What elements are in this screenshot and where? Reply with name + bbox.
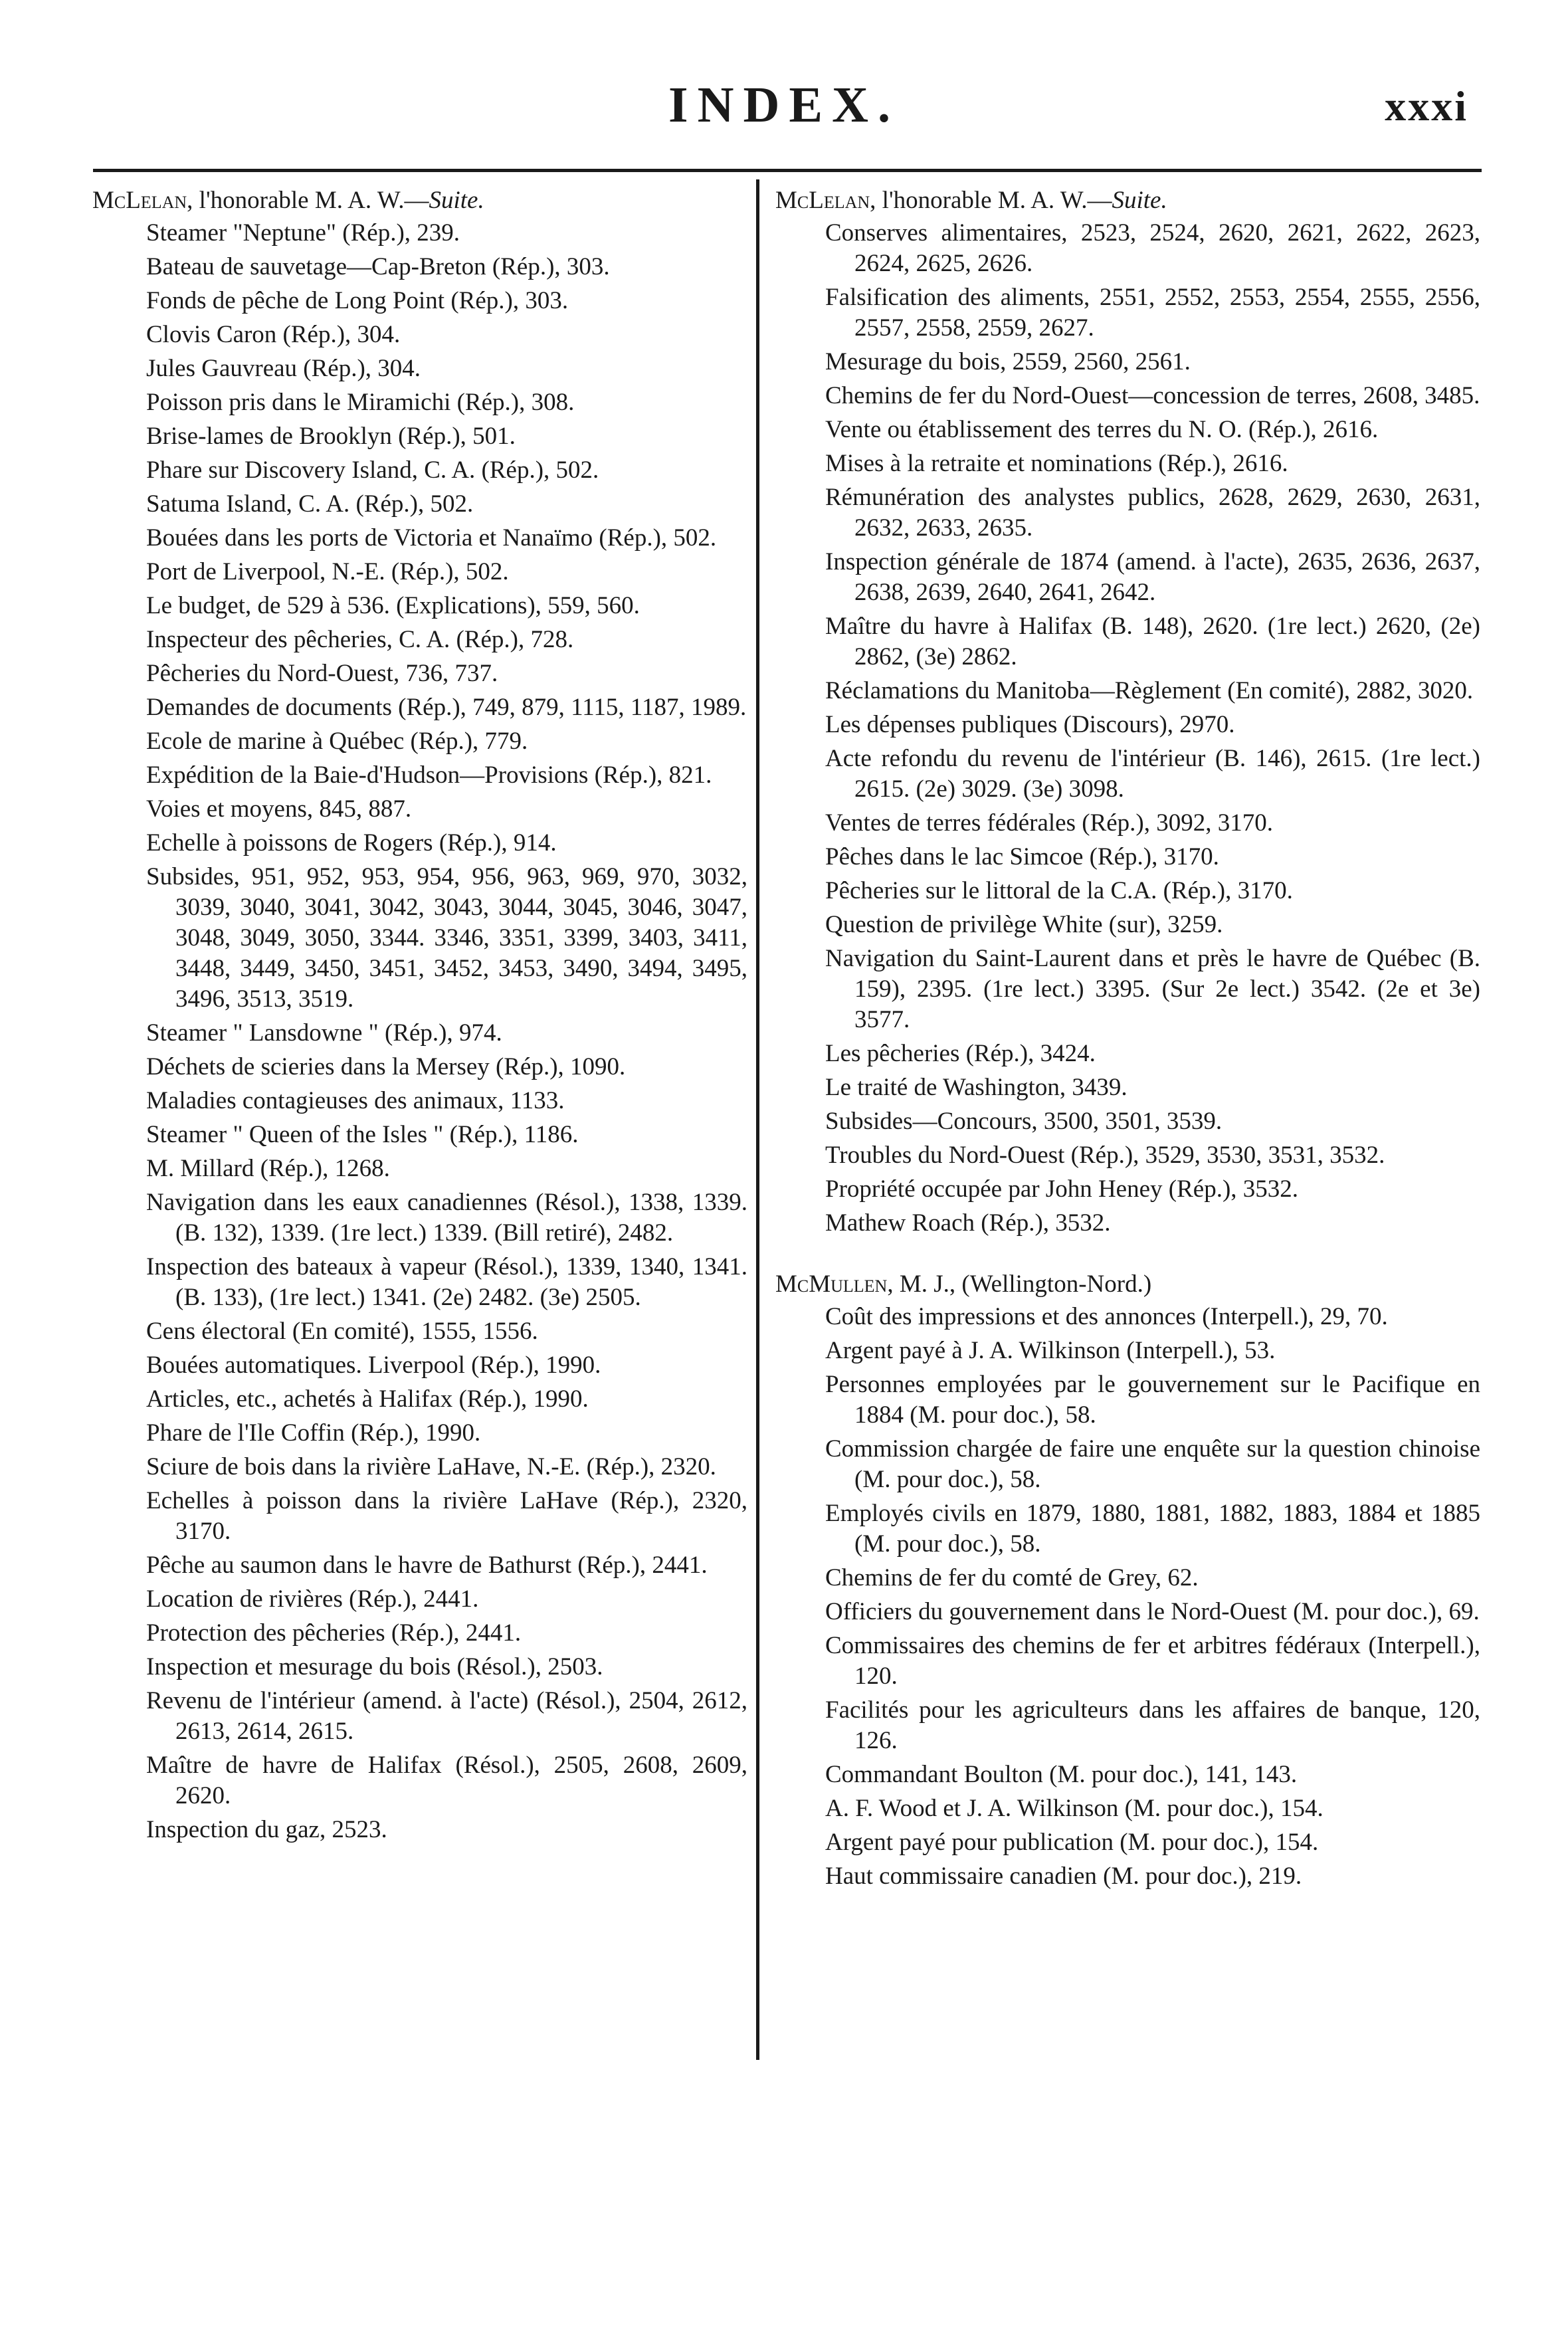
index-entry: Inspecteur des pêcheries, C. A. (Rép.), 728.: [146, 626, 574, 653]
index-entry: Haut commissaire canadien (M. pour doc.), 219.: [825, 1863, 1302, 1890]
heading-rest: l'honorable M. A. W.—: [193, 187, 429, 214]
right-entry-list: [776, 218, 1480, 1239]
index-entry: Satuma Island, C. A. (Rép.), 502.: [146, 490, 474, 518]
index-entry: Articles, etc., achetés à Halifax (Rép.), 1990.: [146, 1385, 589, 1413]
index-entry: Phare sur Discovery Island, C. A. (Rép.), 502.: [146, 456, 599, 484]
index-entry: Les dépenses publiques (Discours), 2970.: [825, 711, 1235, 738]
index-entry: Pêches dans le lac Simcoe (Rép.), 3170.: [825, 843, 1219, 870]
index-entry: Maître de havre de Halifax (Résol.), 2505, 2608, 2609, 2620.: [146, 1752, 747, 1809]
index-entry: Steamer "Neptune" (Rép.), 239.: [146, 219, 460, 247]
index-entry: A. F. Wood et J. A. Wilkinson (M. pour doc.), 154.: [825, 1795, 1323, 1822]
index-entry: Expédition de la Baie-d'Hudson—Provisions (Rép.), 821.: [146, 761, 712, 789]
index-entry: Réclamations du Manitoba—Règlement (En comité), 2882, 3020.: [825, 677, 1474, 704]
heading-name: McLelan,: [775, 187, 876, 214]
header-rule: [93, 169, 1482, 172]
heading-name: McMullen,: [775, 1270, 894, 1298]
index-entry: Troubles du Nord-Ouest (Rép.), 3529, 3530, 3531, 3532.: [825, 1142, 1385, 1169]
left-entry-list: [93, 218, 747, 1845]
index-entry: Facilités pour les agriculteurs dans les affaires de banque, 120, 126.: [825, 1696, 1480, 1754]
index-entry: Ventes de terres fédérales (Rép.), 3092, 3170.: [825, 809, 1273, 837]
index-entry: Question de privilège White (sur), 3259.: [825, 911, 1223, 938]
index-entry: Chemins de fer du comté de Grey, 62.: [825, 1564, 1199, 1591]
index-entry: Brise-lames de Brooklyn (Rép.), 501.: [146, 423, 516, 450]
index-heading-mcmullen: [776, 1268, 1480, 1300]
right-column: [776, 185, 1480, 1895]
index-entry: Falsification des aliments, 2551, 2552, 2553, 2554, 2555, 2556, 2557, 2558, 2559, 2627.: [825, 284, 1480, 342]
index-entry: Chemins de fer du Nord-Ouest—concession de terres, 2608, 3485.: [825, 382, 1480, 409]
index-entry: Le traité de Washington, 3439.: [825, 1074, 1127, 1101]
index-entry: Bouées automatiques. Liverpool (Rép.), 1990.: [146, 1352, 601, 1379]
index-entry: Navigation du Saint-Laurent dans et près le havre de Québec (B. 159), 2395. (1re lect.) 3395. (Sur 2e lect.) 3542. (2e et 3e) 3577.: [825, 945, 1480, 1033]
index-entry: Pêche au saumon dans le havre de Bathurst (Rép.), 2441.: [146, 1552, 708, 1579]
index-entry: Voies et moyens, 845, 887.: [146, 795, 412, 823]
index-entry: Acte refondu du revenu de l'intérieur (B. 146), 2615. (1re lect.) 2615. (2e) 3029. (3e) 3098.: [825, 745, 1480, 803]
right-entry-list-mcmullen: [776, 1302, 1480, 1892]
page-title: INDEX.: [668, 77, 900, 133]
index-entry: Vente ou établissement des terres du N. O. (Rép.), 2616.: [825, 416, 1379, 443]
index-entry: Commissaires des chemins de fer et arbitres fédéraux (Interpell.), 120.: [825, 1632, 1480, 1690]
page-number: xxxi: [1385, 82, 1468, 130]
index-entry: Cens électoral (En comité), 1555, 1556.: [146, 1318, 538, 1345]
index-entry: Commandant Boulton (M. pour doc.), 141, 143.: [825, 1761, 1298, 1788]
index-entry: Revenu de l'intérieur (amend. à l'acte) (Résol.), 2504, 2612, 2613, 2614, 2615.: [146, 1687, 747, 1745]
index-entry: Le budget, de 529 à 536. (Explications), 559, 560.: [146, 592, 640, 619]
index-entry: Coût des impressions et des annonces (Interpell.), 29, 70.: [825, 1303, 1388, 1330]
index-entry: Maître du havre à Halifax (B. 148), 2620. (1re lect.) 2620, (2e) 2862, (3e) 2862.: [825, 613, 1480, 670]
index-entry: Employés civils en 1879, 1880, 1881, 1882, 1883, 1884 et 1885 (M. pour doc.), 58.: [825, 1500, 1480, 1558]
index-entry: Phare de l'Ile Coffin (Rép.), 1990.: [146, 1419, 481, 1447]
index-entry: Les pêcheries (Rép.), 3424.: [825, 1040, 1096, 1067]
index-entry: Inspection des bateaux à vapeur (Résol.), 1339, 1340, 1341. (B. 133), (1re lect.) 1341. (2e) 2482. (3e) 2505.: [146, 1253, 747, 1311]
index-entry: Pêcheries sur le littoral de la C.A. (Rép.), 3170.: [825, 877, 1293, 904]
index-entry: Conserves alimentaires, 2523, 2524, 2620, 2621, 2622, 2623, 2624, 2625, 2626.: [825, 219, 1480, 277]
index-entry: Subsides—Concours, 3500, 3501, 3539.: [825, 1108, 1223, 1135]
index-entry: Mesurage du bois, 2559, 2560, 2561.: [825, 348, 1191, 375]
index-entry: Bateau de sauvetage—Cap-Breton (Rép.), 303.: [146, 253, 610, 280]
index-entry: Bouées dans les ports de Victoria et Nanaïmo (Rép.), 502.: [146, 524, 717, 552]
index-entry: M. Millard (Rép.), 1268.: [146, 1155, 390, 1182]
index-heading: [776, 185, 1480, 217]
index-entry: Déchets de scieries dans la Mersey (Rép.), 1090.: [146, 1053, 626, 1080]
index-entry: Personnes employées par le gouvernement sur le Pacifique en 1884 (M. pour doc.), 58.: [825, 1371, 1480, 1429]
index-entry: Argent payé pour publication (M. pour doc.), 154.: [825, 1829, 1319, 1856]
index-entry: Jules Gauvreau (Rép.), 304.: [146, 355, 421, 382]
index-entry: Protection des pêcheries (Rép.), 2441.: [146, 1619, 522, 1647]
index-entry: Poisson pris dans le Miramichi (Rép.), 308.: [146, 389, 575, 416]
column-divider: [756, 179, 759, 2060]
index-entry: Inspection générale de 1874 (amend. à l'acte), 2635, 2636, 2637, 2638, 2639, 2640, 2641, 2642.: [825, 548, 1480, 606]
index-entry: Demandes de documents (Rép.), 749, 879, 1115, 1187, 1989.: [146, 694, 747, 721]
index-entry: Steamer " Queen of the Isles " (Rép.), 1186.: [146, 1121, 579, 1148]
index-entry: Inspection du gaz, 2523.: [146, 1816, 387, 1843]
index-entry: Commission chargée de faire une enquête sur la question chinoise (M. pour doc.), 58.: [825, 1435, 1480, 1493]
index-entry: Echelles à poisson dans la rivière LaHave (Rép.), 2320, 3170.: [146, 1487, 747, 1545]
index-entry: Navigation dans les eaux canadiennes (Résol.), 1338, 1339. (B. 132), 1339. (1re lect.) 1339. (Bill retiré), 2482.: [146, 1189, 747, 1247]
index-heading: [93, 185, 747, 217]
index-entry: Propriété occupée par John Heney (Rép.), 3532.: [825, 1175, 1299, 1203]
index-entry: Clovis Caron (Rép.), 304.: [146, 321, 401, 348]
index-entry: Maladies contagieuses des animaux, 1133.: [146, 1087, 565, 1114]
index-entry: Echelle à poissons de Rogers (Rép.), 914.: [146, 829, 557, 857]
left-column: [93, 185, 747, 1849]
heading-rest: M. J., (Wellington-Nord.): [893, 1270, 1152, 1298]
section-gap: [776, 1242, 1480, 1268]
index-entry: Ecole de marine à Québec (Rép.), 779.: [146, 728, 528, 755]
heading-rest: l'honorable M. A. W.—: [876, 187, 1112, 214]
page-header: [0, 0, 1568, 173]
heading-suite: Suite.: [1112, 187, 1167, 214]
heading-suite: Suite.: [429, 187, 484, 214]
index-entry: Mises à la retraite et nominations (Rép.), 2616.: [825, 450, 1288, 477]
index-entry: Location de rivières (Rép.), 2441.: [146, 1585, 479, 1613]
index-entry: Mathew Roach (Rép.), 3532.: [825, 1209, 1111, 1237]
index-entry: Steamer " Lansdowne " (Rép.), 974.: [146, 1019, 502, 1047]
index-entry: Pêcheries du Nord-Ouest, 736, 737.: [146, 660, 498, 687]
index-entry: Inspection et mesurage du bois (Résol.), 2503.: [146, 1653, 603, 1680]
index-entry: Fonds de pêche de Long Point (Rép.), 303.: [146, 287, 569, 314]
heading-name: McLelan,: [92, 187, 193, 214]
index-entry: Subsides, 951, 952, 953, 954, 956, 963, 969, 970, 3032, 3039, 3040, 3041, 3042, 3043, 3044, 3045, 3046, 3047, 3048, 3049, 3050, 3344. 3346, 3351, 3399, 3403, 3411, 3448, 3449, 3450, 3451, 3452, 3453, 3490, 3494, 3495, 3496, 3513, 3519.: [146, 863, 747, 1013]
index-entry: Rémunération des analystes publics, 2628, 2629, 2630, 2631, 2632, 2633, 2635.: [825, 484, 1480, 542]
index-entry: Officiers du gouvernement dans le Nord-Ouest (M. pour doc.), 69.: [825, 1598, 1480, 1625]
index-entry: Argent payé à J. A. Wilkinson (Interpell.), 53.: [825, 1337, 1276, 1364]
index-entry: Sciure de bois dans la rivière LaHave, N.-E. (Rép.), 2320.: [146, 1453, 716, 1480]
index-entry: Port de Liverpool, N.-E. (Rép.), 502.: [146, 558, 509, 585]
